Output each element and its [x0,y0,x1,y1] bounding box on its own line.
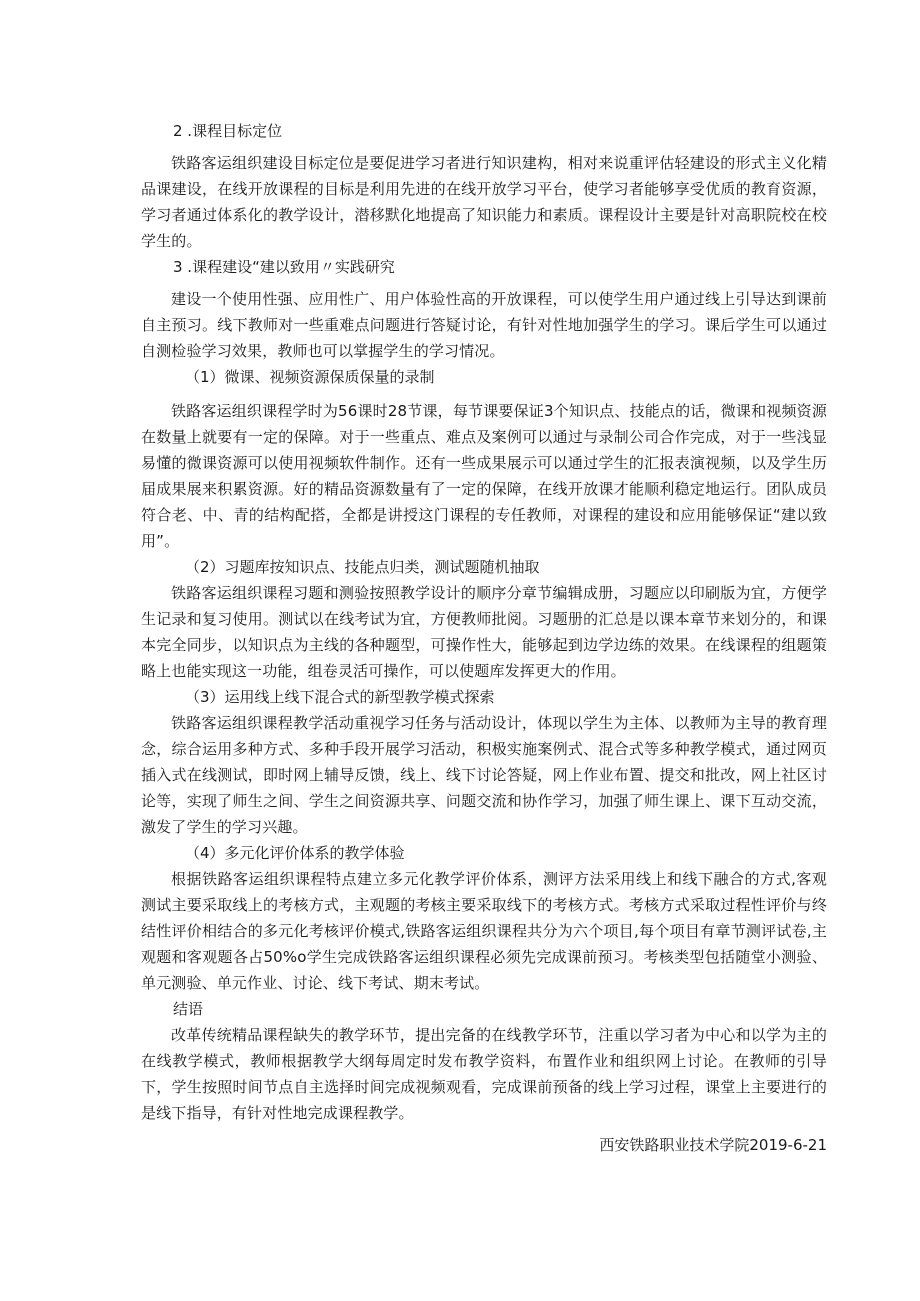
conclusion-heading: 结语 [173,1000,204,1018]
signature-date: 西安铁路职业技术学院2019-6-21 [599,1136,827,1154]
subheading-micro-course: （1）微课、视频资源保质保量的录制 [185,368,435,386]
paragraph-conclusion: 改革传统精品课程缺失的教学环节，提出完备的在线教学环节，注重以学习者为中心和以学为主的在线教学模式，教师根据教学大纲每周定时发布教学资料，布置作业和组织网上讨论。在教师的引导下，学生按照时间节点自主选择时间完成视频观看，完成课前预备的线上学习过程，课堂上主要进行的是线下指导，有针对性地完成课程教学。 [141,1026,827,1122]
subheading-question-bank: （2）习题库按知识点、技能点归类，测试题随机抽取 [185,558,540,576]
section-heading-practice-research: 3 .课程建设“建以致用〃实践研究 [173,258,395,276]
paragraph-blended-teaching: 铁路客运组织课程教学活动重视学习任务与活动设计，体现以学生为主体、以教师为主导的教育理念，综合运用多种方式、多种手段开展学习活动，积极实施案例式、混合式等多种教学模式，通过网页插入式在线测试，即时网上辅导反馈，线上、线下讨论答疑，网上作业布置、提交和批改，网上社区讨论等，实现了师生之间、学生之间资源共享、问题交流和协作学习，加强了师生课上、课下互动交流，激发了学生的学习兴趣。 [141,714,827,836]
subheading-evaluation: （4）多元化评价体系的教学体验 [185,844,405,862]
paragraph-practice-research: 建设一个使用性强、应用性广、用户体验性高的开放课程，可以使学生用户通过线上引导达到课前自主预习。线下教师对一些重难点问题进行答疑讨论，有针对性地加强学生的学习。课后学生可以通过自测检验学习效果，教师也可以掌握学生的学习情况。 [141,290,827,360]
paragraph-question-bank: 铁路客运组织课程习题和测验按照教学设计的顺序分章节编辑成册，习题应以印刷版为宜，方便学生记录和复习使用。测试以在线考试为宜，方便教师批阅。习题册的汇总是以课本章节来划分的，和课本完全同步，以知识点为主线的各种题型，可操作性大，能够起到边学边练的效果。在线课程的组题策略上也能实现这一功能，组卷灵活可操作，可以使题库发挥更大的作用。 [141,584,827,680]
section-heading-course-goal: 2 .课程目标定位 [173,122,283,140]
subheading-blended-teaching: （3）运用线上线下混合式的新型教学模式探索 [185,688,495,706]
document-page [141,118,827,1158]
paragraph-micro-course: 铁路客运组织课程学时为56课时28节课，每节课要保证3个知识点、技能点的话，微课和视频资源在数量上就要有一定的保障。对于一些重点、难点及案例可以通过与录制公司合作完成，对于一些浅显易懂的微课资源可以使用视频软件制作。还有一些成果展示可以通过学生的汇报表演视频，以及学生历届成果展来积累资源。好的精品资源数量有了一定的保障，在线开放课才能顺利稳定地运行。团队成员符合老、中、青的结构配搭，全都是讲授这门课程的专任教师，对课程的建设和应用能够保证“建以致用”。 [141,402,827,550]
paragraph-evaluation: 根据铁路客运组织课程特点建立多元化教学评价体系，测评方法采用线上和线下融合的方式,客观测试主要采取线上的考核方式，主观题的考核主要采取线下的考核方式。考核方式采取过程性评价与终结性评价相结合的多元化考核评价模式,铁路客运组织课程共分为六个项目,每个项目有章节测评试卷,主观题和客观题各占50%o学生完成铁路客运组织课程必须先完成课前预习。考核类型包括随堂小测验、单元测验、单元作业、讨论、线下考试、期末考试。 [141,870,827,992]
paragraph-course-goal: 铁路客运组织建设目标定位是要促进学习者进行知识建构，相对来说重评估轻建设的形式主义化精品课建设，在线开放课程的目标是利用先进的在线开放学习平台，使学习者能够享受优质的教育资源，学习者通过体系化的教学设计，潜移默化地提高了知识能力和素质。课程设计主要是针对高职院校在校学生的。 [141,154,827,250]
